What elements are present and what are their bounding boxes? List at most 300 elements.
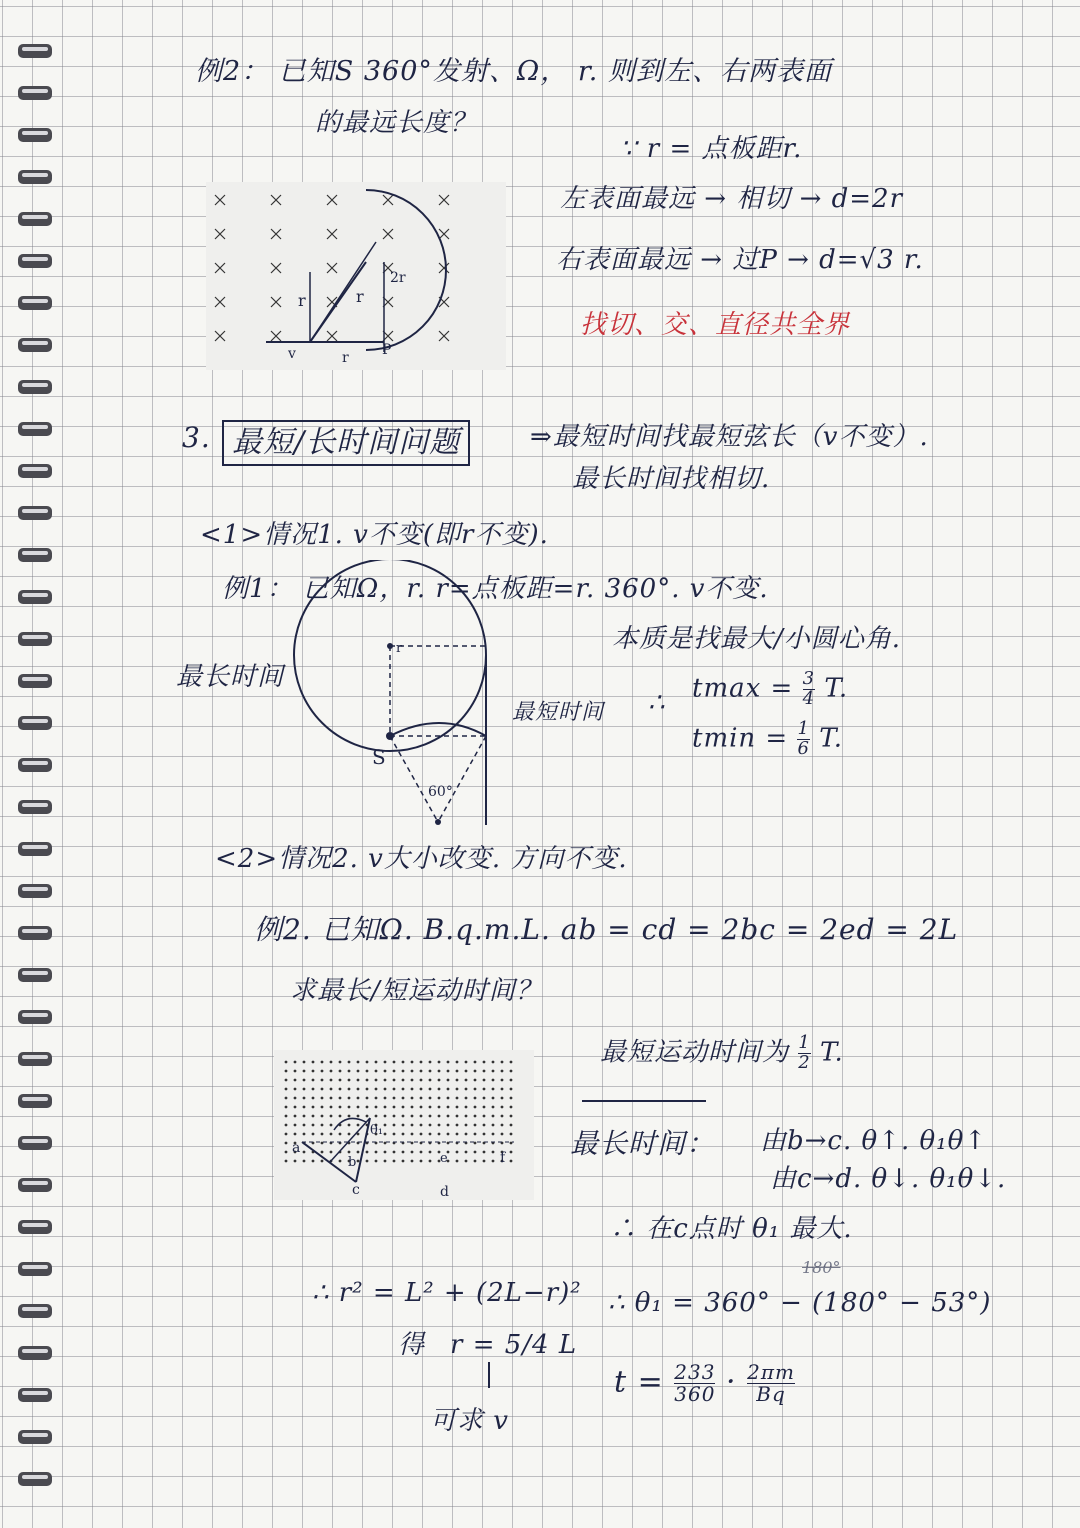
field-dot <box>384 1124 387 1127</box>
field-dot <box>456 1088 459 1091</box>
field-dot <box>366 1115 369 1118</box>
field-dot <box>321 1106 324 1109</box>
field-dot <box>375 1070 378 1073</box>
field-dot <box>429 1133 432 1136</box>
field-dot <box>474 1124 477 1127</box>
case2-longest-l1: 由b→c. θ↑. θ₁θ↑ <box>760 1126 988 1156</box>
field-dot <box>510 1160 513 1163</box>
case2-theta: ∴ θ₁ = 360° − (180° − 53°) <box>608 1288 992 1318</box>
field-dot <box>384 1160 387 1163</box>
field-dot <box>384 1142 387 1145</box>
field-dot <box>510 1106 513 1109</box>
field-dot <box>429 1115 432 1118</box>
field-dot <box>285 1097 288 1100</box>
field-dot <box>420 1097 423 1100</box>
field-dot <box>501 1133 504 1136</box>
field-dot <box>384 1088 387 1091</box>
fig1-label-r2: r <box>356 287 364 306</box>
field-dot <box>438 1070 441 1073</box>
field-dot <box>447 1124 450 1127</box>
fig1-label-p: P <box>382 342 392 358</box>
field-dot <box>366 1061 369 1064</box>
field-dot <box>339 1133 342 1136</box>
field-dot <box>330 1106 333 1109</box>
field-dot <box>357 1070 360 1073</box>
field-dot <box>420 1061 423 1064</box>
spiral-ring-highlight <box>22 929 48 933</box>
spiral-ring-highlight <box>22 1391 48 1395</box>
field-dot <box>402 1079 405 1082</box>
field-dot <box>330 1133 333 1136</box>
field-dot <box>375 1151 378 1154</box>
case2-eq1: ∴ r² = L² + (2L−r)² <box>312 1278 582 1308</box>
case2-divider <box>582 1100 706 1102</box>
field-dot <box>510 1079 513 1082</box>
field-dot <box>438 1088 441 1091</box>
example2-line1: 例2： 已知S 360°发射、Ω， r. 则到左、右两表面 <box>195 56 832 87</box>
field-dot <box>357 1097 360 1100</box>
case2-heading: <2>情况2. v大小改变. 方向不变. <box>215 844 628 874</box>
field-dot <box>456 1097 459 1100</box>
field-cross <box>215 229 225 239</box>
field-dot <box>366 1151 369 1154</box>
field-dot <box>402 1124 405 1127</box>
field-dot <box>465 1088 468 1091</box>
spiral-ring-highlight <box>22 887 48 891</box>
field-dot <box>303 1097 306 1100</box>
field-dot <box>465 1160 468 1163</box>
field-dot <box>303 1124 306 1127</box>
field-dot <box>375 1160 378 1163</box>
field-dot <box>321 1061 324 1064</box>
field-dot <box>312 1124 315 1127</box>
field-dot <box>384 1106 387 1109</box>
spiral-ring-highlight <box>22 173 48 177</box>
field-dot <box>420 1106 423 1109</box>
field-dot <box>312 1097 315 1100</box>
field-dot <box>447 1115 450 1118</box>
field-dot <box>447 1133 450 1136</box>
field-cross <box>439 331 449 341</box>
field-cross <box>215 331 225 341</box>
field-dot <box>294 1115 297 1118</box>
field-dot <box>492 1106 495 1109</box>
field-dot <box>501 1070 504 1073</box>
field-dot <box>510 1124 513 1127</box>
field-dot <box>357 1115 360 1118</box>
field-dot <box>294 1160 297 1163</box>
field-dot <box>465 1124 468 1127</box>
field-dot <box>312 1061 315 1064</box>
fig2-label-e: e <box>440 1151 448 1166</box>
figure2-dotted-field <box>274 1050 534 1200</box>
field-dot <box>294 1088 297 1091</box>
fig1-label-2r: 2r <box>390 270 406 286</box>
figure1-magnetic-field <box>206 182 506 370</box>
field-cross <box>439 195 449 205</box>
tmin-label: tmin = <box>692 723 789 754</box>
field-dot <box>339 1097 342 1100</box>
spiral-ring-highlight <box>22 1013 48 1017</box>
field-cross <box>271 263 281 273</box>
field-dot <box>474 1097 477 1100</box>
field-dot <box>465 1151 468 1154</box>
field-dot <box>429 1097 432 1100</box>
field-dot <box>357 1160 360 1163</box>
field-dot <box>375 1097 378 1100</box>
spiral-ring-highlight <box>22 551 48 555</box>
field-dot <box>294 1070 297 1073</box>
field-dot <box>384 1079 387 1082</box>
field-dot <box>348 1088 351 1091</box>
field-dot <box>402 1061 405 1064</box>
field-dot <box>474 1088 477 1091</box>
case2-time: $t = \frac{233}{360}$ · $\frac{2\pi m}{Bq}$ <box>614 1360 795 1406</box>
field-dot <box>402 1097 405 1100</box>
spiral-ring-highlight <box>22 341 48 345</box>
field-dot <box>474 1106 477 1109</box>
field-dot <box>501 1088 504 1091</box>
field-dot <box>366 1070 369 1073</box>
field-dot <box>429 1124 432 1127</box>
field-dot <box>294 1106 297 1109</box>
case2-question: 求最长/短运动时间？ <box>290 976 543 1006</box>
fig1-label-r3: r <box>342 350 349 366</box>
field-dot <box>330 1097 333 1100</box>
case2-example: 例2. 已知Ω. B.q.m.L. ab = cd = 2bc = 2ed = 2L <box>254 913 959 946</box>
field-dot <box>474 1151 477 1154</box>
field-dot <box>474 1070 477 1073</box>
field-cross <box>215 297 225 307</box>
case1-therefore: ∴ <box>648 688 666 718</box>
field-dot <box>474 1160 477 1163</box>
field-cross <box>327 331 337 341</box>
field-dot <box>357 1151 360 1154</box>
field-dot <box>384 1061 387 1064</box>
field-dot <box>285 1124 288 1127</box>
field-dot <box>474 1133 477 1136</box>
t-fraction-1: $\frac{233}{360}$ <box>674 1360 716 1406</box>
field-dot <box>348 1070 351 1073</box>
field-dot <box>312 1106 315 1109</box>
field-dot <box>411 1151 414 1154</box>
field-dot <box>393 1151 396 1154</box>
section3-rule1: ⇒最短时间找最短弦长（v不变）. <box>530 422 929 452</box>
spiral-ring-highlight <box>22 593 48 597</box>
field-dot <box>465 1070 468 1073</box>
field-dot <box>321 1124 324 1127</box>
example2-line2: 的最远长度？ <box>315 108 478 138</box>
field-dot <box>501 1115 504 1118</box>
field-dot <box>285 1160 288 1163</box>
field-dot <box>501 1097 504 1100</box>
field-dot <box>456 1124 459 1127</box>
field-dot <box>465 1133 468 1136</box>
field-dot <box>285 1061 288 1064</box>
field-dot <box>321 1088 324 1091</box>
field-dot <box>411 1097 414 1100</box>
case1-heading: <1>情况1. v不变(即r不变). <box>200 520 549 550</box>
case1-longest-label: 最长时间 <box>176 662 285 692</box>
field-dot <box>285 1079 288 1082</box>
field-dot <box>339 1115 342 1118</box>
field-dot <box>501 1061 504 1064</box>
field-dot <box>312 1133 315 1136</box>
spiral-ring-highlight <box>22 131 48 135</box>
field-dot <box>456 1133 459 1136</box>
field-dot <box>393 1061 396 1064</box>
example2-right-rule: 右表面最远 → 过P → d=√3 r. <box>556 245 924 275</box>
field-dot <box>492 1097 495 1100</box>
field-dot <box>339 1088 342 1091</box>
field-dot <box>411 1160 414 1163</box>
fig2-label-d: d <box>440 1184 449 1200</box>
field-dot <box>492 1079 495 1082</box>
field-dot <box>483 1124 486 1127</box>
field-dot <box>285 1070 288 1073</box>
field-dot <box>393 1124 396 1127</box>
field-dot <box>510 1115 513 1118</box>
field-dot <box>366 1088 369 1091</box>
field-cross <box>271 229 281 239</box>
field-dot <box>330 1061 333 1064</box>
field-dot <box>348 1133 351 1136</box>
field-dot <box>474 1115 477 1118</box>
field-dot <box>384 1133 387 1136</box>
field-dot <box>285 1142 288 1145</box>
field-dot <box>438 1061 441 1064</box>
field-dot <box>420 1151 423 1154</box>
field-dot <box>330 1151 333 1154</box>
field-dot <box>384 1151 387 1154</box>
field-dot <box>357 1061 360 1064</box>
field-dot <box>411 1142 414 1145</box>
field-dot <box>366 1079 369 1082</box>
field-dot <box>447 1079 450 1082</box>
tmin-fraction: $\frac{1}{6}$ <box>797 718 810 759</box>
spiral-ring-highlight <box>22 635 48 639</box>
field-dot <box>483 1079 486 1082</box>
field-dot <box>447 1097 450 1100</box>
tmax-period: T. <box>824 673 849 704</box>
case1-tmin <box>692 720 843 759</box>
spiral-ring-highlight <box>22 1055 48 1059</box>
field-dot <box>447 1142 450 1145</box>
field-dot <box>294 1133 297 1136</box>
field-dot <box>393 1079 396 1082</box>
field-dot <box>312 1115 315 1118</box>
spiral-ring-highlight <box>22 383 48 387</box>
field-dot <box>321 1133 324 1136</box>
field-dot <box>429 1106 432 1109</box>
case2-down-arrow <box>488 1362 490 1388</box>
field-dot <box>303 1070 306 1073</box>
field-dot <box>492 1061 495 1064</box>
case1-angle: 60° <box>428 784 453 800</box>
spiral-ring-highlight <box>22 1433 48 1437</box>
field-dot <box>465 1079 468 1082</box>
section3-rule2: 最长时间找相切. <box>572 464 771 494</box>
field-dot <box>357 1124 360 1127</box>
field-dot <box>492 1124 495 1127</box>
case1-diagram <box>280 560 520 830</box>
field-cross <box>327 263 337 273</box>
example2-given: ∵ r = 点板距r. <box>620 134 803 164</box>
field-dot <box>393 1097 396 1100</box>
t-label: t = <box>614 1364 664 1400</box>
field-dot <box>492 1070 495 1073</box>
field-dot <box>294 1097 297 1100</box>
field-dot <box>429 1079 432 1082</box>
field-dot <box>510 1070 513 1073</box>
field-dot <box>402 1115 405 1118</box>
field-dot <box>483 1070 486 1073</box>
field-dot <box>429 1070 432 1073</box>
case2-eq3: 可求 v <box>430 1406 509 1436</box>
field-dot <box>438 1115 441 1118</box>
field-dot <box>330 1070 333 1073</box>
field-dot <box>492 1151 495 1154</box>
field-dot <box>456 1151 459 1154</box>
field-dot <box>384 1097 387 1100</box>
field-dot <box>339 1079 342 1082</box>
field-dot <box>366 1106 369 1109</box>
field-dot <box>411 1061 414 1064</box>
field-dot <box>465 1061 468 1064</box>
field-dot <box>303 1106 306 1109</box>
field-dot <box>438 1079 441 1082</box>
field-dot <box>438 1133 441 1136</box>
spiral-ring-highlight <box>22 845 48 849</box>
field-dot <box>357 1088 360 1091</box>
spiral-ring-highlight <box>22 677 48 681</box>
field-dot <box>393 1070 396 1073</box>
field-dot <box>402 1160 405 1163</box>
spiral-ring-highlight <box>22 1097 48 1101</box>
tmax-fraction: $\frac{3}{4}$ <box>802 668 816 709</box>
case1-tmax <box>692 670 848 709</box>
field-dot <box>366 1097 369 1100</box>
field-dot <box>420 1070 423 1073</box>
field-dot <box>420 1160 423 1163</box>
spiral-ring-highlight <box>22 971 48 975</box>
field-dot <box>321 1079 324 1082</box>
spiral-ring-highlight <box>22 1307 48 1311</box>
field-dot <box>375 1088 378 1091</box>
field-dot <box>429 1160 432 1163</box>
field-dot <box>321 1160 324 1163</box>
field-dot <box>420 1115 423 1118</box>
spiral-ring-highlight <box>22 215 48 219</box>
fig2-label-f: f <box>500 1150 506 1166</box>
field-dot <box>348 1124 351 1127</box>
field-dot <box>348 1061 351 1064</box>
field-dot <box>303 1061 306 1064</box>
fig1-label-v: v <box>288 346 296 362</box>
field-dot <box>366 1160 369 1163</box>
field-dot <box>402 1151 405 1154</box>
field-cross <box>439 229 449 239</box>
field-dot <box>510 1133 513 1136</box>
field-dot <box>411 1079 414 1082</box>
spiral-ring-highlight <box>22 1223 48 1227</box>
spiral-ring-highlight <box>22 47 48 51</box>
field-dot <box>483 1151 486 1154</box>
field-cross <box>215 195 225 205</box>
field-dot <box>501 1124 504 1127</box>
spiral-ring-highlight <box>22 299 48 303</box>
fig2-label-a: a <box>292 1140 301 1156</box>
field-dot <box>429 1061 432 1064</box>
field-dot <box>285 1115 288 1118</box>
field-dot <box>483 1115 486 1118</box>
spiral-ring-highlight <box>22 467 48 471</box>
field-dot <box>393 1088 396 1091</box>
spiral-ring-highlight <box>22 803 48 807</box>
field-dot <box>339 1160 342 1163</box>
field-dot <box>456 1070 459 1073</box>
field-dot <box>339 1061 342 1064</box>
field-dot <box>303 1088 306 1091</box>
field-cross <box>383 229 393 239</box>
field-cross <box>439 263 449 273</box>
spiral-ring-highlight <box>22 1349 48 1353</box>
field-dot <box>285 1133 288 1136</box>
field-dot <box>303 1151 306 1154</box>
field-dot <box>285 1151 288 1154</box>
field-dot <box>312 1160 315 1163</box>
spiral-ring-highlight <box>22 1181 48 1185</box>
field-cross <box>271 331 281 341</box>
field-dot <box>348 1106 351 1109</box>
field-dot <box>348 1097 351 1100</box>
case2-eq2-prefix: 得 <box>398 1330 426 1360</box>
field-dot <box>456 1079 459 1082</box>
field-dot <box>294 1124 297 1127</box>
field-dot <box>330 1088 333 1091</box>
field-dot <box>339 1106 342 1109</box>
shortest-suffix: T. <box>820 1037 844 1068</box>
field-dot <box>510 1088 513 1091</box>
case2-longest-label: 最长时间： <box>570 1127 716 1160</box>
field-dot <box>411 1124 414 1127</box>
section3-number: 3. <box>182 421 211 454</box>
field-dot <box>447 1106 450 1109</box>
field-dot <box>483 1097 486 1100</box>
field-dot <box>456 1106 459 1109</box>
field-cross <box>383 195 393 205</box>
case2-longest-l3: ∴ 在c点时 θ₁ 最大. <box>610 1214 853 1244</box>
field-dot <box>321 1070 324 1073</box>
field-dot <box>384 1115 387 1118</box>
field-dot <box>456 1115 459 1118</box>
field-dot <box>312 1088 315 1091</box>
field-dot <box>474 1061 477 1064</box>
spiral-ring-highlight <box>22 1475 48 1479</box>
field-cross <box>327 229 337 239</box>
field-dot <box>492 1115 495 1118</box>
field-dot <box>330 1115 333 1118</box>
field-dot <box>411 1088 414 1091</box>
field-dot <box>411 1070 414 1073</box>
field-cross <box>271 195 281 205</box>
field-dot <box>357 1079 360 1082</box>
field-dot <box>321 1097 324 1100</box>
field-dot <box>438 1124 441 1127</box>
field-dot <box>402 1088 405 1091</box>
field-dot <box>501 1079 504 1082</box>
field-dot <box>294 1061 297 1064</box>
